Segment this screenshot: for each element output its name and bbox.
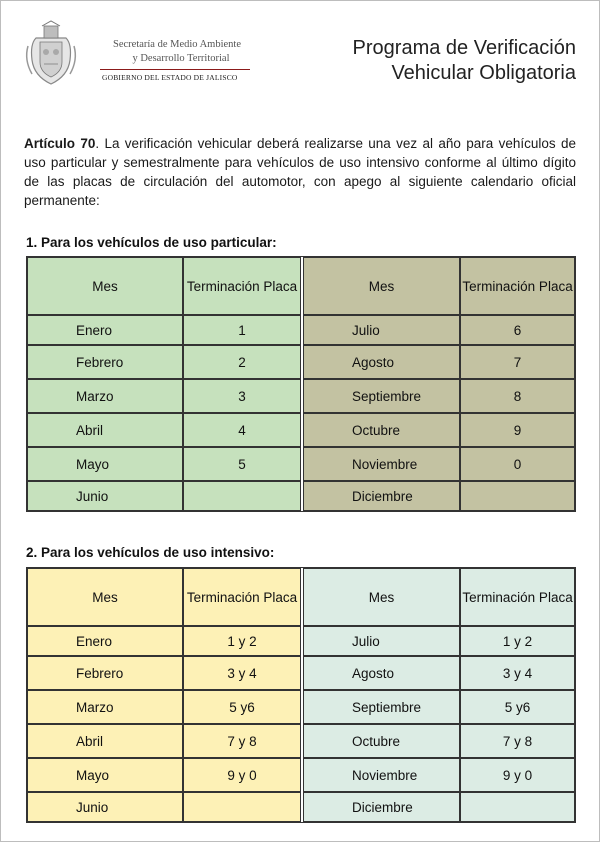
month-cell: Octubre	[303, 724, 460, 758]
org-block	[92, 38, 262, 82]
month-cell: Julio	[303, 315, 460, 345]
program-title-line1: Programa de Verificación	[352, 37, 576, 59]
plate-cell: 9 y 0	[183, 758, 301, 792]
table-row	[27, 315, 575, 345]
month-cell: Agosto	[303, 345, 460, 379]
col-mes-header: Mes	[303, 257, 460, 315]
month-cell: Abril	[27, 413, 183, 447]
month-cell: Julio	[303, 626, 460, 656]
col-mes-header: Mes	[27, 257, 183, 315]
table-header-row	[27, 257, 575, 315]
table-row	[27, 447, 575, 481]
table-row	[27, 413, 575, 447]
month-cell: Marzo	[27, 379, 183, 413]
table-row	[27, 379, 575, 413]
month-cell: Junio	[27, 792, 183, 822]
month-cell: Junio	[27, 481, 183, 511]
month-cell: Enero	[27, 626, 183, 656]
month-cell: Diciembre	[303, 792, 460, 822]
month-cell: Septiembre	[303, 379, 460, 413]
month-cell: Marzo	[27, 690, 183, 724]
plate-cell: 9 y 0	[460, 758, 575, 792]
particular-calendar-table	[26, 256, 576, 512]
plate-cell: 0	[460, 447, 575, 481]
plate-cell: 5	[183, 447, 301, 481]
program-title	[306, 36, 576, 86]
plate-cell: 6	[460, 315, 575, 345]
month-cell: Abril	[27, 724, 183, 758]
table-row	[27, 758, 575, 792]
table-header-row	[27, 568, 575, 626]
table-row	[27, 481, 575, 511]
month-cell: Enero	[27, 315, 183, 345]
plate-cell: 8	[460, 379, 575, 413]
section2-heading: 2. Para los vehículos de uso intensivo:	[26, 545, 275, 560]
plate-cell: 5 y6	[183, 690, 301, 724]
program-title-line2: Vehicular Obligatoria	[391, 62, 576, 84]
table-row	[27, 690, 575, 724]
plate-cell: 7	[460, 345, 575, 379]
plate-cell: 5 y6	[460, 690, 575, 724]
col-term-header: Terminación Placa	[183, 568, 301, 626]
plate-cell: 1 y 2	[460, 626, 575, 656]
intro-text: . La verificación vehicular deberá realizarse una vez al año para vehículos de uso particular y semestralmente para vehículos de uso intensivo conforme al último dígito de las placas de circulación del automotor, con apego al siguiente calendario oficial permanente:	[24, 136, 576, 208]
plate-cell: 3	[183, 379, 301, 413]
month-cell: Octubre	[303, 413, 460, 447]
plate-cell	[183, 481, 301, 511]
plate-cell: 3 y 4	[460, 656, 575, 690]
plate-cell: 1 y 2	[183, 626, 301, 656]
plate-cell: 2	[183, 345, 301, 379]
month-cell: Febrero	[27, 345, 183, 379]
government-name: GOBIERNO DEL ESTADO DE JALISCO	[102, 73, 238, 82]
intro-paragraph	[24, 134, 576, 210]
org-name-line2: y Desarrollo Territorial	[132, 53, 230, 64]
month-cell: Mayo	[27, 447, 183, 481]
plate-cell	[183, 792, 301, 822]
plate-cell	[460, 481, 575, 511]
article-label: Artículo 70	[24, 136, 96, 151]
month-cell: Diciembre	[303, 481, 460, 511]
plate-cell: 7 y 8	[460, 724, 575, 758]
intensive-calendar-table	[26, 567, 576, 823]
plate-cell: 9	[460, 413, 575, 447]
section1-heading: 1. Para los vehículos de uso particular:	[26, 235, 277, 250]
month-cell: Noviembre	[303, 758, 460, 792]
month-cell: Noviembre	[303, 447, 460, 481]
month-cell: Febrero	[27, 656, 183, 690]
org-divider	[100, 69, 250, 70]
org-name-line1: Secretaría de Medio Ambiente	[113, 39, 241, 50]
col-term-header: Terminación Placa	[183, 257, 301, 315]
plate-cell: 7 y 8	[183, 724, 301, 758]
col-mes-header: Mes	[303, 568, 460, 626]
plate-cell: 1	[183, 315, 301, 345]
col-term-header: Terminación Placa	[460, 257, 575, 315]
col-term-header: Terminación Placa	[460, 568, 575, 626]
plate-cell: 4	[183, 413, 301, 447]
table-row	[27, 626, 575, 656]
table-row	[27, 724, 575, 758]
plate-cell	[460, 792, 575, 822]
jalisco-seal-icon	[22, 20, 80, 90]
plate-cell: 3 y 4	[183, 656, 301, 690]
table-row	[27, 792, 575, 822]
table-row	[27, 345, 575, 379]
month-cell: Septiembre	[303, 690, 460, 724]
col-mes-header: Mes	[27, 568, 183, 626]
month-cell: Agosto	[303, 656, 460, 690]
header	[0, 0, 600, 120]
month-cell: Mayo	[27, 758, 183, 792]
table-row	[27, 656, 575, 690]
